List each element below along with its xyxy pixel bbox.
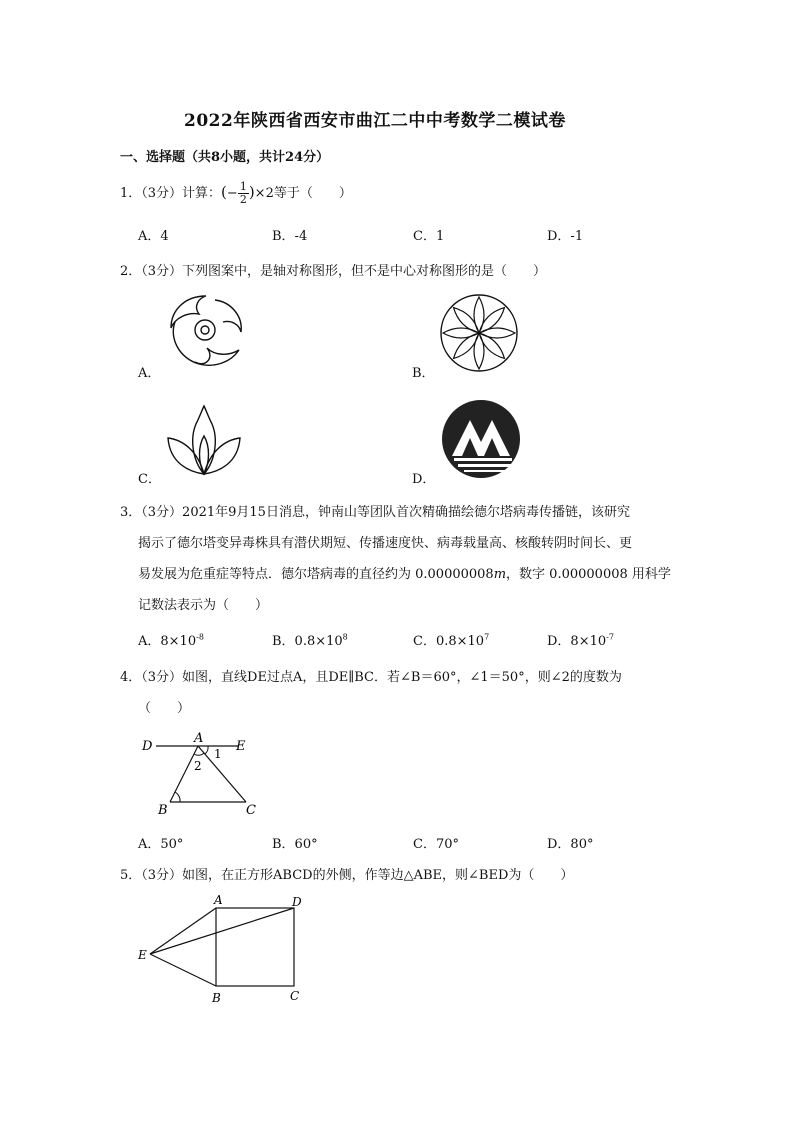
question-4-line-1: 4．（3分）如图，直线DE过点A，且DE∥BC．若∠B＝60°，∠1＝50°，则∠2的度数为 (120, 670, 622, 685)
q3-option-b (272, 630, 348, 649)
q4-option-a: A．50° (138, 837, 184, 852)
question-3-line-2: 揭示了德尔塔变异毒株具有潜伏期短、传播速度快、病毒载量高、核酸转阴时间长、更 (138, 536, 633, 551)
section-heading: 一、选择题（共8小题，共计24分） (120, 150, 330, 165)
q3-option-c-exp: 7 (484, 632, 490, 642)
q3-option-a-base: A．8×10 (138, 634, 197, 649)
q5-label-e: E (138, 948, 147, 962)
q1-fraction-numerator: 1 (239, 180, 247, 193)
question-3-unit: m (493, 567, 507, 582)
question-3-line-3a: 易发展为危重症等特点．德尔塔病毒的直径约为 0.00000008 (138, 567, 494, 582)
q3-option-d (547, 630, 614, 649)
q1-fraction-denominator: 2 (239, 193, 247, 206)
q2-figure-a (165, 292, 247, 370)
q2-label-b: B． (412, 366, 435, 381)
page-title: 2022年陕西省西安市曲江二中中考数学二模试卷 (184, 111, 566, 131)
q3-option-b-base: B．0.8×10 (272, 634, 343, 649)
question-1-prefix: 1．（3分）计算： (120, 186, 222, 201)
q5-label-b: B (212, 991, 221, 1005)
q4-option-d: D．80° (547, 837, 594, 852)
question-4-line-2: （ ） (138, 701, 191, 716)
q2-figure-c (162, 402, 246, 478)
q2-label-c: C． (138, 472, 161, 487)
q4-label-c: C (246, 803, 256, 818)
q1-option-b: B．-4 (272, 229, 308, 244)
q3-option-a (138, 630, 204, 649)
q3-option-d-exp: -7 (606, 632, 614, 642)
q3-option-a-exp: -8 (196, 632, 204, 642)
q3-option-b-exp: 8 (342, 632, 348, 642)
q4-label-angle-1: 1 (214, 747, 222, 761)
q1-paren-open: ( (221, 183, 227, 201)
q4-option-b: B．60° (272, 837, 318, 852)
q5-label-c: C (290, 989, 300, 1003)
question-3-line-3b: ，数字 0.00000008 用科学 (506, 567, 671, 582)
question-5: 5．（3分）如图，在正方形ABCD的外侧，作等边△ABE，则∠BED为（ ） (120, 868, 574, 883)
q1-option-a: A．4 (138, 229, 169, 244)
question-3-line-3 (138, 563, 671, 582)
question-1-suffix: ×2等于（ ） (254, 186, 352, 201)
q5-label-a: A (214, 893, 223, 907)
q2-figure-d (440, 398, 522, 480)
q5-figure (134, 890, 314, 1008)
q1-option-d: D．-1 (547, 229, 584, 244)
q4-label-b: B (158, 803, 168, 818)
q3-option-c-base: C．0.8×10 (413, 634, 485, 649)
q1-minus: − (226, 186, 238, 201)
q2-label-a: A． (138, 366, 161, 381)
q4-label-a: A (194, 731, 204, 746)
q4-figure (138, 730, 268, 818)
question-3-line-1: 3．（3分）2021年9月15日消息，钟南山等团队首次精确描绘德尔塔病毒传播链，该研究 (120, 505, 630, 520)
q4-label-e: E (236, 739, 246, 754)
q2-label-d: D． (412, 472, 436, 487)
q5-label-d: D (292, 895, 302, 909)
question-1 (120, 181, 352, 206)
q1-paren-close: ) (248, 183, 255, 201)
q4-label-d: D (142, 739, 153, 754)
q3-option-d-base: D．8×10 (547, 634, 607, 649)
q3-option-c (413, 630, 489, 649)
question-3-line-4: 记数法表示为（ ） (138, 598, 269, 613)
q2-figure-b (438, 292, 520, 374)
q4-label-angle-2: 2 (194, 759, 202, 773)
q1-fraction (238, 181, 249, 206)
question-2: 2．（3分）下列图案中，是轴对称图形，但不是中心对称图形的是（ ） (120, 264, 547, 279)
q1-option-c: C．1 (413, 229, 445, 244)
q4-option-c: C．70° (413, 837, 459, 852)
